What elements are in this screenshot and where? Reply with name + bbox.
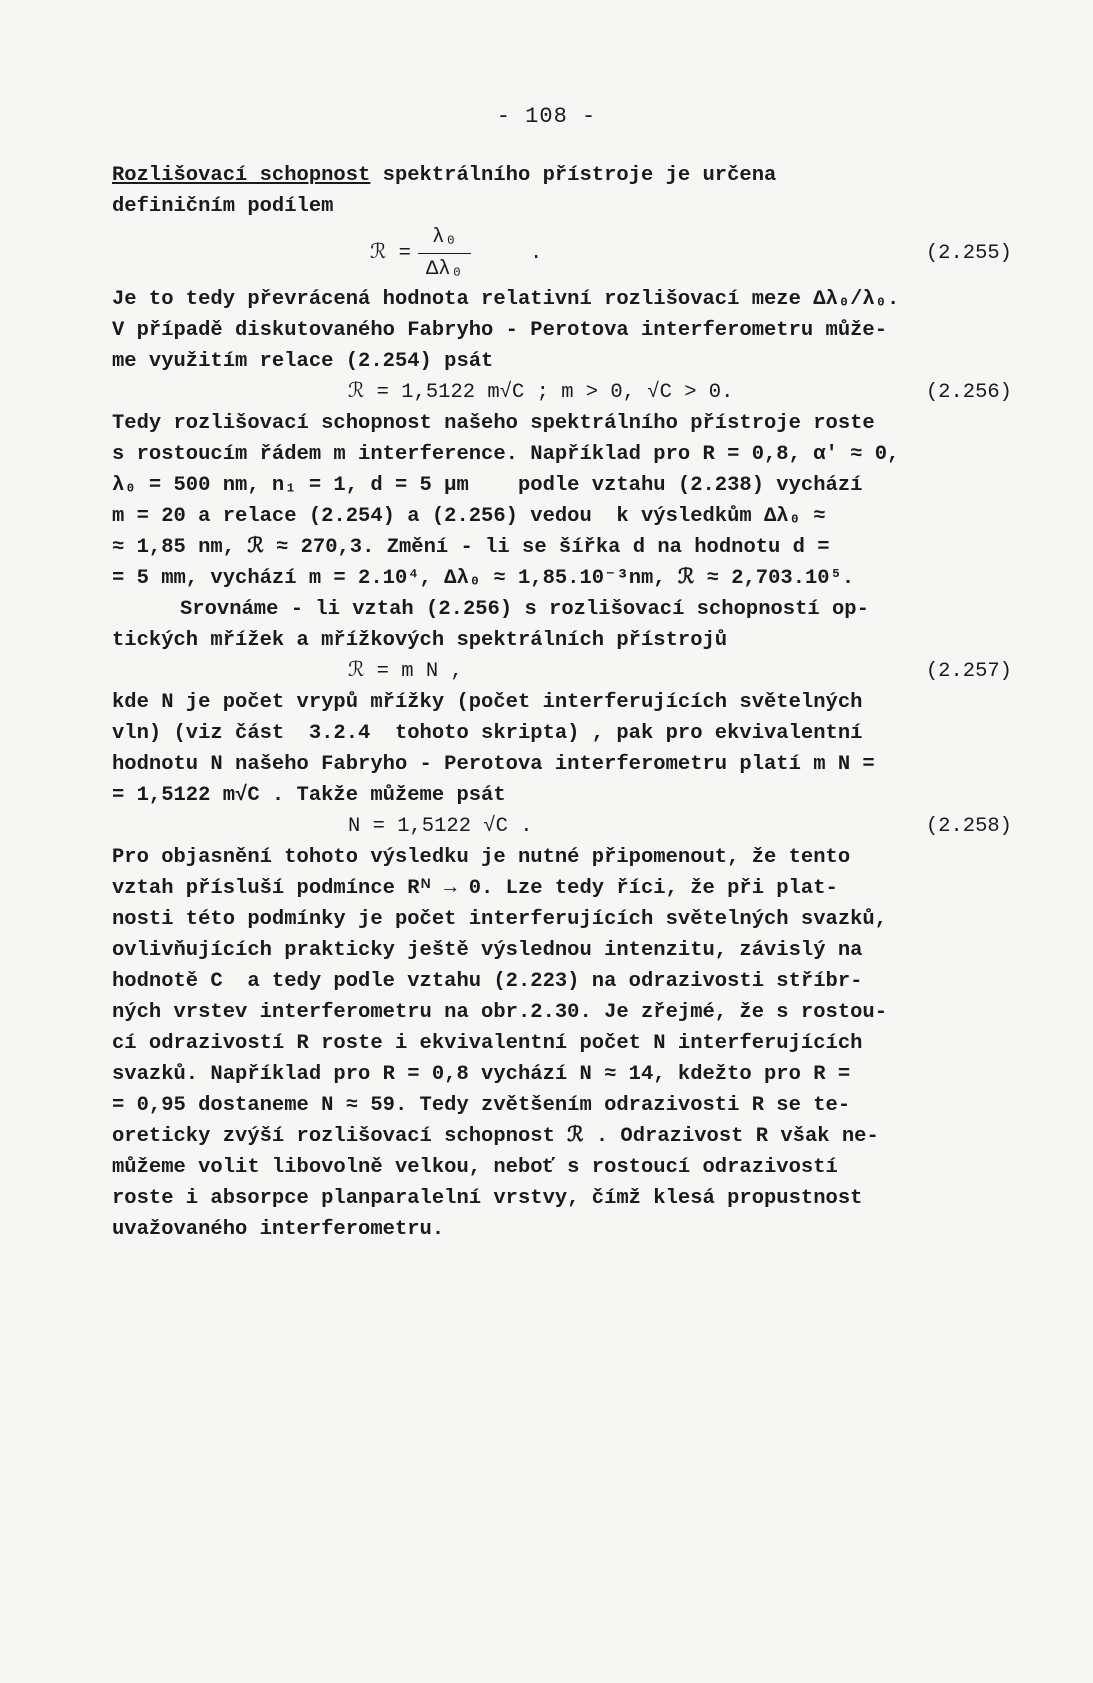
text-run: V případě diskutovaného Fabryho - Perotova interferometru může-: [112, 319, 888, 342]
text-run: nosti této podmínky je počet interferujících světelných svazků,: [112, 908, 888, 931]
text-run: ovlivňujících prakticky ještě výslednou intenzitu, závislý na: [112, 939, 863, 962]
text-line: [112, 842, 1012, 873]
text-line: [112, 997, 1012, 1028]
equation-body: ℛ = m N ,: [348, 660, 463, 683]
equation-line: [112, 811, 1012, 842]
text-line: [112, 780, 1012, 811]
fraction-numerator: λ₀: [418, 222, 471, 254]
text-run: definičním podílem: [112, 195, 334, 218]
text-line: [112, 501, 1012, 532]
text-line: [112, 749, 1012, 780]
text-line: [112, 1121, 1012, 1152]
text-line: [112, 1152, 1012, 1183]
equation-line: [112, 222, 1012, 284]
text-line: [112, 873, 1012, 904]
text-line: [112, 408, 1012, 439]
text-run: Tedy rozlišovací schopnost našeho spektrálního přístroje roste: [112, 412, 875, 435]
text-run: vztah přísluší podmínce Rᴺ → 0. Lze tedy říci, že při plat-: [112, 877, 838, 900]
text-run: tických mřížek a mřížkových spektrálních přístrojů: [112, 629, 728, 652]
equation-line: [112, 377, 1012, 408]
equation-body: ℛ = 1,5122 m√C ; m > 0, √C > 0.: [348, 381, 734, 404]
text-line: [112, 563, 1012, 594]
text-line: [112, 1028, 1012, 1059]
fraction: [418, 222, 471, 285]
text-run: me využitím relace (2.254) psát: [112, 350, 494, 373]
text-line: [112, 160, 1012, 191]
text-run: spektrálního přístroje je určena: [370, 164, 777, 187]
text-run: ných vrstev interferometru na obr.2.30. Je zřejmé, že s rostou-: [112, 1001, 888, 1024]
text-run: můžeme volit libovolně velkou, neboť s rostoucí odrazivostí: [112, 1156, 838, 1179]
text-line: [112, 439, 1012, 470]
equation-number: (2.255): [925, 242, 1012, 265]
text-run: oreticky zvýší rozlišovací schopnost ℛ . Odrazivost R však ne-: [112, 1125, 879, 1148]
text-line: [112, 966, 1012, 997]
text-run: roste i absorpce planparalelní vrstvy, čímž klesá propustnost: [112, 1187, 863, 1210]
equation-tail: .: [530, 242, 543, 265]
text-line: [112, 1059, 1012, 1090]
equation-number: (2.256): [925, 381, 1012, 404]
equation-body: N = 1,5122 √C .: [348, 815, 533, 838]
text-run: hodnotu N našeho Fabryho - Perotova interferometru platí m N =: [112, 753, 875, 776]
text-line: [112, 625, 1012, 656]
text-run: Je to tedy převrácená hodnota relativní rozlišovací meze Δλ₀/λ₀.: [112, 288, 900, 311]
text-run: svazků. Například pro R = 0,8 vychází N ≈ 14, kdežto pro R =: [112, 1063, 851, 1086]
page-number: - 108 -: [496, 104, 597, 129]
text-run: kde N je počet vrypů mřížky (počet interferujících světelných: [112, 691, 863, 714]
text-line: [112, 1214, 1012, 1245]
text-line: [112, 470, 1012, 501]
equation-lhs: ℛ =: [370, 242, 411, 265]
text-run: vln) (viz část 3.2.4 tohoto skripta) , pak pro ekvivalentní: [112, 722, 863, 745]
text-line: [112, 1090, 1012, 1121]
text-line: [112, 532, 1012, 563]
equation-number: (2.257): [925, 660, 1012, 683]
text-run: s rostoucím řádem m interference. Například pro R = 0,8, α' ≈ 0,: [112, 443, 900, 466]
text-line: [112, 315, 1012, 346]
text-run: = 0,95 dostaneme N ≈ 59. Tedy zvětšením odrazivosti R se te-: [112, 1094, 851, 1117]
text-run: Srovnáme - li vztah (2.256) s rozlišovací schopností op-: [180, 598, 869, 621]
text-run: ≈ 1,85 nm, ℛ ≈ 270,3. Změní - li se šířka d na hodnotu d =: [112, 536, 830, 559]
text-line: [112, 687, 1012, 718]
text-run: m = 20 a relace (2.254) a (2.256) vedou k výsledkům Δλ₀ ≈: [112, 505, 826, 528]
page-body: [112, 160, 1012, 1245]
text-line: [112, 284, 1012, 315]
text-line: [112, 935, 1012, 966]
equation-number: (2.258): [925, 815, 1012, 838]
text-line: [112, 191, 1012, 222]
text-run: Pro objasnění tohoto výsledku je nutné připomenout, že tento: [112, 846, 851, 869]
text-line: [112, 1183, 1012, 1214]
text-run: cí odrazivostí R roste i ekvivalentní počet N interferujících: [112, 1032, 863, 1055]
text-run: hodnotě C a tedy podle vztahu (2.223) na odrazivosti stříbr-: [112, 970, 863, 993]
equation-line: [112, 656, 1012, 687]
section-term: Rozlišovací schopnost: [112, 164, 371, 187]
text-run: = 5 mm, vychází m = 2.10⁴, Δλ₀ ≈ 1,85.10⁻³nm, ℛ ≈ 2,703.10⁵.: [112, 567, 855, 590]
text-run: λ₀ = 500 nm, n₁ = 1, d = 5 μm podle vztahu (2.238) vychází: [112, 474, 863, 497]
text-line: [112, 718, 1012, 749]
fraction-denominator: Δλ₀: [426, 258, 463, 281]
text-line: [112, 594, 1012, 625]
text-run: uvažovaného interferometru.: [112, 1218, 445, 1241]
text-line: [112, 904, 1012, 935]
text-line: [112, 346, 1012, 377]
text-run: = 1,5122 m√C . Takže můžeme psát: [112, 784, 506, 807]
